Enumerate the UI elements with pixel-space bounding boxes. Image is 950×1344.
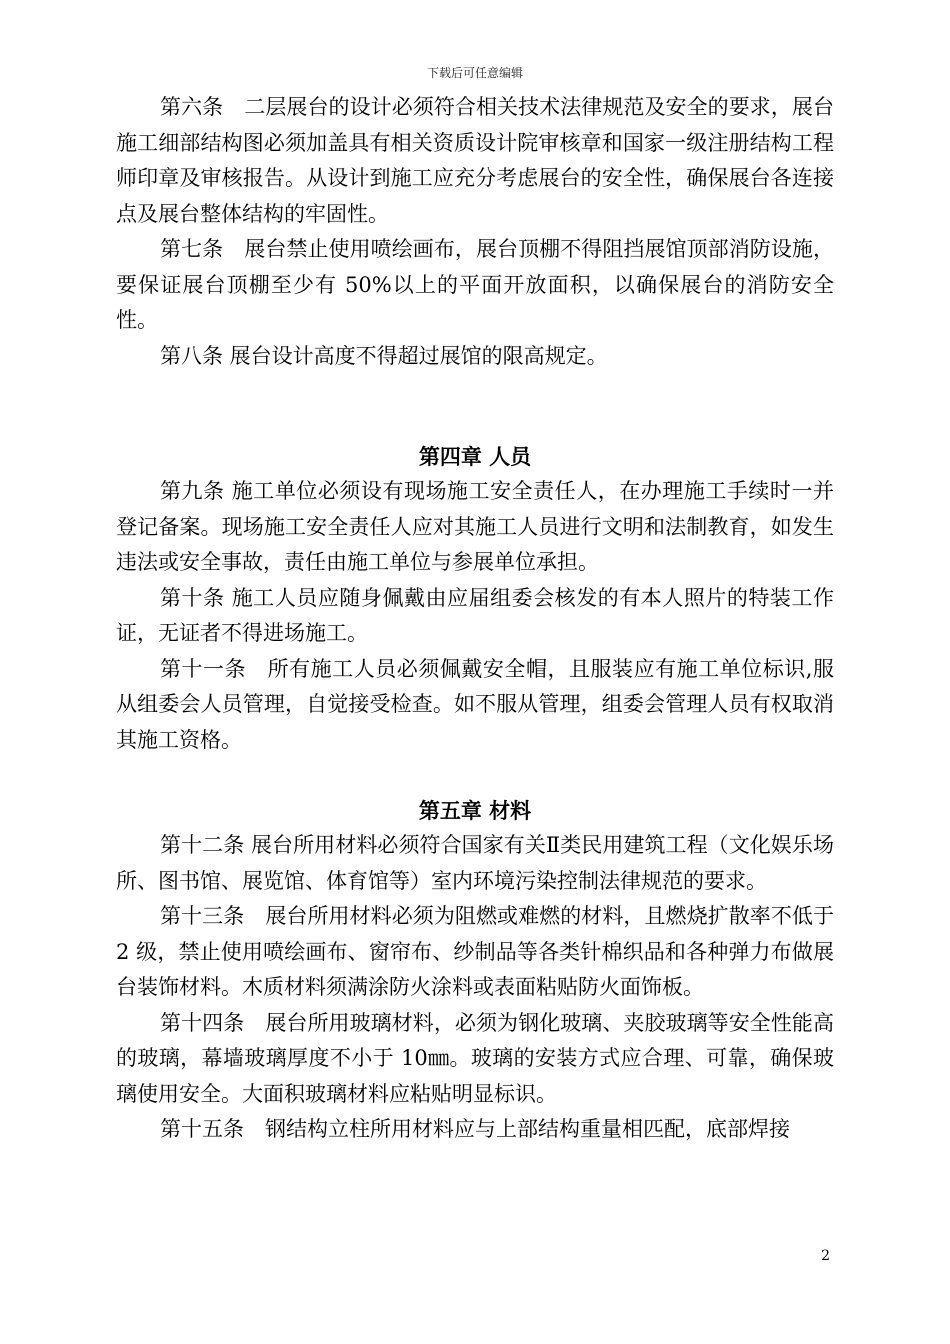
document-body <box>116 90 834 1148</box>
article-12: 第十二条 展台所用材料必须符合国家有关Ⅱ类民用建筑工程（文化娱乐场所、图书馆、展览馆、体育馆等）室内环境污染控制法律规范的要求。 <box>116 833 834 893</box>
chapter-4-heading: 第四章 人员 <box>418 444 532 469</box>
article-15: 第十五条 钢结构立柱所用材料应与上部结构重量相匹配，底部焊接 <box>160 1117 790 1141</box>
article-7: 第七条 展台禁止使用喷绘画布，展台顶棚不得阻挡展馆顶部消防设施，要保证展台顶棚至少有 50%以上的平面开放面积，以确保展台的消防安全性。 <box>116 237 834 332</box>
article-6: 第六条 二层展台的设计必须符合相关技术法律规范及安全的要求，展台施工细部结构图必须加盖具有相关资质设计院审核章和国家一级注册结构工程师印章及审核报告。从设计到施工应充分考虑展台的安全性，确保展台各连接点及展台整体结构的牢固性。 <box>116 95 834 226</box>
article-11: 第十一条 所有施工人员必须佩戴安全帽，且服装应有施工单位标识,服从组委会人员管理，自觉接受检查。如不服从管理，组委会管理人员有权取消其施工资格。 <box>116 656 834 752</box>
article-10: 第十条 施工人员应随身佩戴由应届组委会核发的有本人照片的特装工作证，无证者不得进场施工。 <box>116 585 834 645</box>
article-13: 第十三条 展台所用材料必须为阻燃或难燃的材料，且燃烧扩散率不低于 2 级，禁止使用喷绘画布、窗帘布、纱制品等各类针棉织品和各种弹力布做展台装饰材料。木质材料须满涂防火涂料或表面粘贴防火面饰板。 <box>116 904 834 999</box>
article-14: 第十四条 展台所用玻璃材料，必须为钢化玻璃、夹胶玻璃等安全性能高的玻璃，幕墙玻璃厚度不小于 10㎜。玻璃的安装方式应合理、可靠，确保玻璃使用安全。大面积玻璃材料应粘贴明显标识。 <box>116 1010 834 1106</box>
page-header: 下载后可任意编辑 <box>426 66 523 80</box>
chapter-5-heading: 第五章 材料 <box>418 798 532 823</box>
article-9: 第九条 施工单位必须设有现场施工安全责任人，在办理施工手续时一并登记备案。现场施工安全责任人应对其施工人员进行文明和法制教育，如发生违法或安全事故，责任由施工单位与参展单位承担。 <box>116 479 834 574</box>
spacer <box>116 374 834 440</box>
page-number: 2 <box>821 1248 830 1264</box>
article-8: 第八条 展台设计高度不得超过展馆的限高规定。 <box>160 343 608 368</box>
spacer <box>116 758 834 794</box>
